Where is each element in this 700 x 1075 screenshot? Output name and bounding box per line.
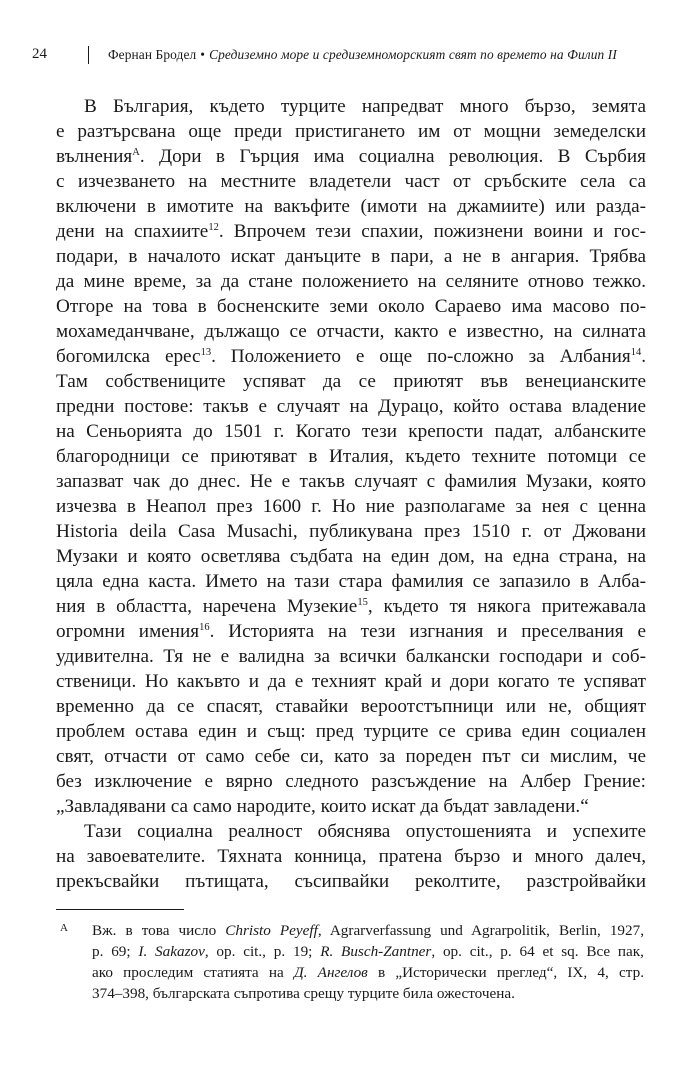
text-line [56,569,646,594]
text-line [56,644,646,669]
header-bullet: • [200,47,206,62]
text-segment: дени на спахиите [56,221,209,242]
text-line [56,544,646,569]
text-line [56,494,646,519]
page-number: 24 [32,46,47,62]
body-text [56,94,646,894]
text-segment: p. 69; [92,943,139,960]
footnote-reference: A [132,147,140,158]
text-segment: е разтърсвана още преди пристигането им от мощни земеделски [56,121,646,142]
text-segment: благородници се приютяват в Италия, където техните потомци се [56,446,646,467]
text-line [56,169,646,194]
text-segment: ственици. Но какъвто и да е техният край и дори когато те успяват [56,671,646,692]
text-line [56,719,646,744]
text-line [56,594,646,619]
footnote-rule [56,909,184,910]
italic-name: Christo Peyeff [225,922,318,939]
text-segment: мохамеданчване, дължащо се отчасти, както е известно, на силната [56,321,646,342]
text-line [56,844,646,869]
text-segment: прекъсвайки пътищата, съсипвайки реколтите, разстройвайки [56,871,646,892]
text-line [56,394,646,419]
running-header [30,46,670,68]
text-line [56,794,646,819]
footnote-reference: 14 [630,347,642,358]
text-segment: предни постове: такъв е случаят на Дурацо, който остава владение [56,396,646,417]
text-segment: . Положението е още по-сложно за Албания [211,346,631,367]
text-line [56,444,646,469]
italic-name: R. Busch-Zantner [320,943,432,960]
text-line [56,119,646,144]
text-segment: подари, в началото искат данъците в пари, а не в ангария. Трябва [56,246,646,267]
text-segment: в „Исторически преглед“, IX, 4, стр. [367,964,644,981]
italic-name: I. Sakazov [138,943,205,960]
text-line [56,144,646,169]
text-line [56,669,646,694]
footnote-reference: 12 [208,222,219,233]
text-segment: на Сеньорията до 1501 г. Когато тези крепости падат, албанските [56,421,646,442]
text-line [56,619,646,644]
text-line [56,869,646,894]
book-author: Фернан Бродел [108,47,197,62]
text-segment: ако проследим статията на [92,964,294,981]
book-title: Средиземно море и средиземноморският свят по времето на Филип II [209,47,617,62]
text-segment: Historia deila Casa Musachi, публикувана през 1510 г. от Джовани [56,521,646,542]
text-segment: изчезва в Неапол през 1600 г. Но ние разполагаме за нея с ценна [56,496,646,517]
text-segment: свят, отчасти от само себе си, като за пореден път си мислим, че [56,746,646,767]
text-line [56,294,646,319]
text-segment: Там собствениците успяват да се приютят във венецианските [56,371,646,392]
footnote-marker: A [60,922,68,934]
text-segment: „Завладявани са само народите, които искат да бъдат завладени.“ [56,796,589,817]
text-segment: вълнения [56,146,133,167]
text-segment: , op. cit., p. 19; [204,943,321,960]
text-line [56,519,646,544]
footnote-line [66,983,644,1004]
text-segment: Вж. в това число [92,922,226,939]
footnote-reference: 13 [200,347,212,358]
text-line [56,319,646,344]
text-line [56,744,646,769]
footnote-reference: 16 [199,622,210,633]
text-line [56,469,646,494]
header-separator-rule [88,46,89,64]
text-segment: удивителна. Тя не е валидна за всички балкански господари и соб- [56,646,646,667]
footnote-line [66,962,644,983]
text-line [56,694,646,719]
paragraph [56,94,646,819]
text-line [56,769,646,794]
text-segment: . Дори в Гърция има социална революция. В Сърбия [139,146,646,167]
text-segment: . Впрочем тези спахии, пожизнени воини и гос- [218,221,646,242]
text-segment: Тази социална реалност обяснява опустошенията и успехите [84,821,646,842]
text-segment: . Историята на тези изгнания и преселвания е [209,621,646,642]
text-segment: включени в имотите на вакъфите (имоти на джамиите) или разда- [56,196,646,217]
text-segment: без изключение е вярно следното разсъждение на Албер Грение: [56,771,646,792]
text-segment: Музаки и която осветлява съдбата на един дом, на една страна, на [56,546,646,567]
text-segment: , където тя някога притежавала [367,596,646,617]
text-line [56,369,646,394]
running-title [108,47,617,63]
text-segment: . [641,346,646,367]
text-line [56,344,646,369]
footnote-reference: 15 [357,597,368,608]
text-segment: огромни имения [56,621,200,642]
text-line [56,419,646,444]
text-line [56,219,646,244]
paragraph [56,819,646,894]
footnote [60,920,644,1004]
text-segment: с изчезването на местните владетели част от сръбските села са [56,171,646,192]
text-line [56,194,646,219]
text-segment: , op. cit., p. 64 et sq. Все пак, [431,943,644,960]
text-segment: В България, където турците напредват много бързо, земята [84,96,646,117]
text-segment: запазват чак до днес. Не е такъв случаят с фамилия Музаки, която [56,471,646,492]
text-line [56,94,646,119]
text-line [56,819,646,844]
text-line [56,269,646,294]
footnote-line [66,920,644,941]
text-segment: ния в областта, наречена Музекие [56,596,358,617]
text-line [56,244,646,269]
text-segment: богомилска ерес [56,346,201,367]
text-segment: 374–398, българската съпротива срещу турците била ожесточена. [92,985,515,1002]
text-segment: временно да се спасят, ставайки вероотстъпници или не, общият [56,696,646,717]
italic-name: Д. Ангелов [293,964,368,981]
text-segment: проблем остава един и същ: пред турците се срива един социален [56,721,646,742]
text-segment: на завоевателите. Тяхната конница, пратена бързо и много далеч, [56,846,646,867]
text-segment: , Agrarverfassung und Agrarpolitik, Berlin, 1927, [317,922,644,939]
text-segment: да мине време, за да стане положението на селяните отново тежко. [56,271,646,292]
text-segment: Отгоре на това в босненските земи около Сараево има масово по- [56,296,646,317]
text-segment: цяла една каста. Името на тази стара фамилия се запазило в Алба- [56,571,646,592]
footnote-line [66,941,644,962]
